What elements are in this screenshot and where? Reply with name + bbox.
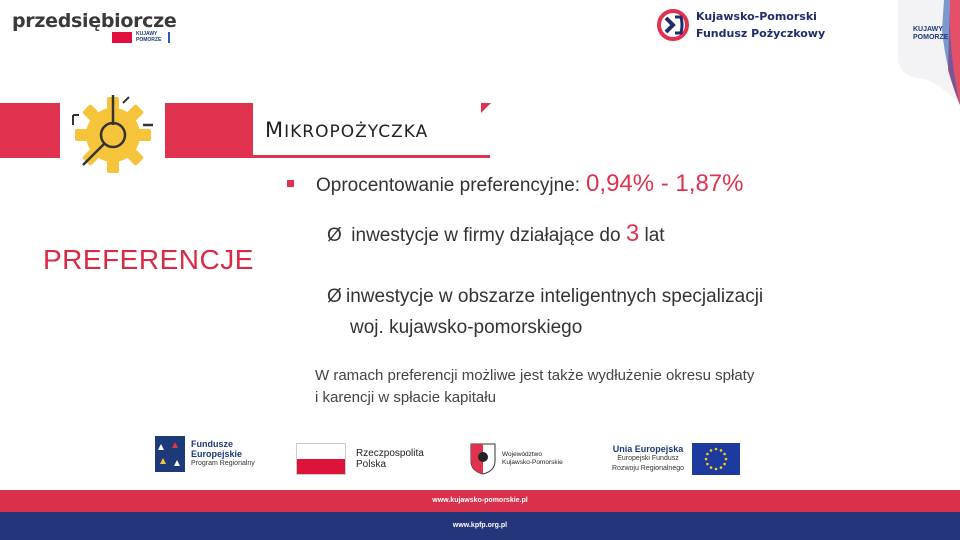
fe-line2: Europejskie [191,449,243,459]
kpfp-emblem-icon [656,8,690,42]
fundusze-europejskie-logo [155,436,255,472]
footer [0,490,960,540]
sub-bullet-specializations [327,281,763,343]
rp-line2: Polska [356,459,387,470]
kpfp-name-line2: Fundusz Pożyczkowy [696,27,826,40]
interest-rate-label: Oprocentowanie preferencyjne: [316,175,581,196]
ue-line2: Europejski Fundusz [617,455,679,462]
unia-europejska-text [612,444,684,474]
red-bar-mark [112,32,132,43]
kujawy-pomorze-small-text: KUJAWY POMORZE [136,31,162,43]
slide-title-initial: M [265,118,285,142]
kpfp-name [696,8,825,42]
title-band-left [0,103,60,158]
kujawy-pomorze-logo [898,0,960,105]
rzeczpospolita-text [356,448,424,470]
poland-flag-icon [296,443,346,475]
fundusze-europejskie-star-icon [155,436,185,472]
fundusze-europejskie-text [191,439,255,469]
sub-bullet-spec-line2: woj. kujawsko-pomorskiego [350,317,583,338]
wojewodztwo-logo [470,443,563,475]
wojewodztwo-crest-icon [470,443,496,475]
eu-flag-icon [692,443,740,475]
footer-url-kpfp[interactable]: www.kpfp.org.pl [0,512,960,540]
square-bullet-icon [287,180,294,187]
unia-europejska-logo [612,443,740,475]
slide-title [265,118,428,142]
przedsiebiorcze-logo [12,10,177,43]
interest-rate-bullet [287,170,743,198]
fe-line3: Program Regionalny [191,460,255,467]
kujawy-pomorze-brand-shape-icon [898,0,960,105]
footer-url-kujawsko-pomorskie[interactable]: www.kujawsko-pomorskie.pl [0,490,960,512]
preferences-heading: PREFERENCJE [43,244,254,275]
fe-line1: Fundusze [191,439,233,449]
przedsiebiorcze-sublogo [112,32,170,43]
przedsiebiorcze-wordmark: przedsiębiorcze [12,10,177,32]
arrow-bullet-icon: Ø [327,286,342,307]
interest-rate-value: 0,94% - 1,87% [586,170,744,197]
wojewodztwo-text [502,451,563,467]
sub-bullet-years-prefix: inwestycje w firmy działające do [351,225,621,246]
sub-bullet-years-number: 3 [625,220,640,247]
kpfp-logo [656,8,825,42]
ue-line3: Rozwoju Regionalnego [612,465,684,472]
slide-title-rest: IKROPOŻYCZKA [284,122,429,142]
sub-bullet-years [327,220,665,248]
sub-bullet-years-suffix: lat [644,225,665,246]
rp-line1: Rzeczpospolita [356,448,424,459]
kpfp-name-line1: Kujawsko-Pomorski [696,10,817,23]
note-line1: W ramach preferencji możliwe jest także wydłużenie okresu spłaty [315,367,755,384]
wk-line2: Kujawsko-Pomorskie [502,459,563,466]
blue-line-mark [168,32,170,43]
preferences-note [315,365,885,409]
kujawy-pomorze-text: KUJAWY POMORZE [913,26,949,41]
ue-line1: Unia Europejska [612,444,684,454]
sub-bullet-spec-line1: inwestycje w obszarze inteligentnych specjalizacji [346,286,764,307]
wk-line1: Województwo [502,451,542,458]
arrow-bullet-icon: Ø [327,225,342,246]
note-line2: i karencji w spłacie kapitału [315,389,496,406]
gear-icon [70,90,156,176]
rzeczpospolita-logo [296,443,424,475]
